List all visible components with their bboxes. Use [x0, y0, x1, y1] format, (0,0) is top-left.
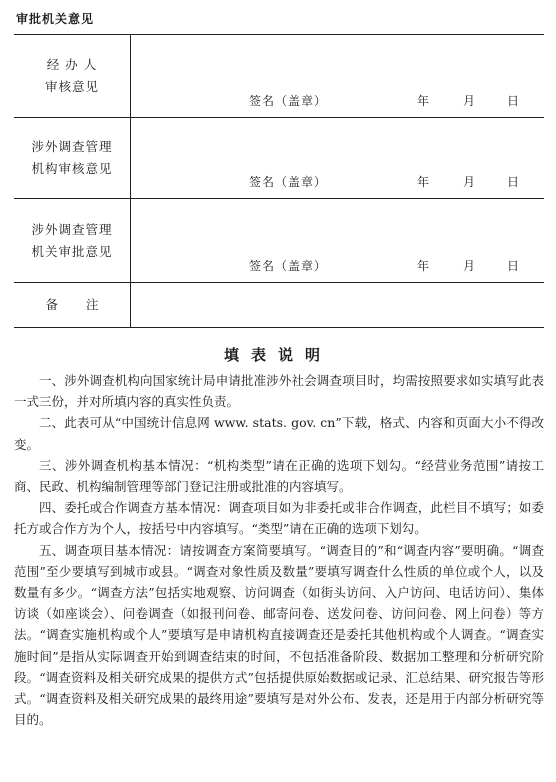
section-title: 审批机关意见	[16, 12, 95, 26]
day-label: 日	[507, 94, 520, 108]
instruction-paragraph: 三、涉外调查机构基本情况：“机构类型”请在正确的选项下划勾。“经营业务范围”请按工商、民政、机构编制管理等部门登记注册或批准的内容填写。	[14, 457, 544, 495]
month-label: 月	[463, 259, 476, 273]
row-label	[14, 199, 131, 282]
remark-field[interactable]	[131, 283, 544, 327]
instruction-paragraph: 二、此表可从“中国统计信息网 www. stats. gov. cn”下载，格式、内容和页面大小不得改变。	[14, 415, 544, 452]
instruction-paragraph: 四、委托或合作调查方基本情况：调查项目如为非委托或非合作调查，此栏目不填写；如委托方或合作方为个人，按括号中内容填写。“类型”请在正确的选项下划勾。	[14, 500, 544, 537]
day-label: 日	[507, 259, 520, 273]
instruction-paragraph: 五、调查项目基本情况：请按调查方案简要填写。“调查目的”和“调查内容”要明确。“调查范围”至少要填写到城市或县。“调查对象性质及数量”要填写调查什么性质的单位或个人，以及数量有多少。“调查方法”包括实地观察、访问调查（如街头访问、入户访问、电话访问）、集体访谈（如座谈会）、问卷调查（如报刊问卷、邮寄问卷、送发问卷、访问问卷、网上问卷）等方法。“调查实施机构或个人”要填写是申请机构直接调查还是委托其他机构或个人调查。“调查实施时间”是指从实际调查开始到调查结束的时间，不包括准备阶段、数据加工整理和分析研究阶段。“调查资料及相关研究成果的提供方式”包括提供原始数据或记录、汇总结果、研究报告等形式。“调查资料及相关研究成果的最终用途”要填写是对外公布、发表，还是用于内部分析研究等目的。	[14, 542, 544, 728]
approval-opinion-table	[14, 34, 544, 328]
row-label-line: 经 办 人	[46, 57, 98, 72]
day-label: 日	[507, 175, 520, 189]
year-label: 年	[417, 259, 430, 273]
row-label	[14, 35, 131, 117]
remark-char: 注	[86, 297, 99, 312]
table-row	[14, 118, 544, 199]
remark-label	[14, 283, 131, 327]
instructions-title: 填表说明	[223, 346, 332, 364]
remark-char: 备	[45, 297, 58, 312]
opinion-field[interactable]	[131, 199, 544, 282]
month-label: 月	[463, 94, 476, 108]
instructions-body	[14, 370, 544, 730]
opinion-field[interactable]	[131, 118, 544, 198]
row-label-line: 机构审核意见	[31, 161, 113, 176]
month-label: 月	[463, 175, 476, 189]
table-row	[14, 199, 544, 283]
row-label-line: 涉外调查管理	[31, 221, 113, 237]
table-row	[14, 283, 544, 327]
signature-label: 签名（盖章）	[249, 94, 328, 108]
signature-label: 签名（盖章）	[249, 175, 328, 189]
row-label-line: 机关审批意见	[31, 243, 113, 259]
remark-label-text	[45, 294, 98, 316]
table-row	[14, 35, 544, 118]
row-label-line: 涉外调查管理	[31, 139, 113, 154]
signature-label: 签名（盖章）	[249, 259, 328, 273]
row-label	[14, 118, 131, 198]
year-label: 年	[417, 94, 430, 108]
instruction-paragraph: 一、涉外调查机构向国家统计局申请批准涉外社会调查项目时，均需按照要求如实填写此表一式三份，并对所填内容的真实性负责。	[14, 373, 544, 410]
row-label-line: 审核意见	[44, 79, 99, 94]
opinion-field[interactable]	[131, 35, 544, 117]
year-label: 年	[417, 175, 430, 189]
